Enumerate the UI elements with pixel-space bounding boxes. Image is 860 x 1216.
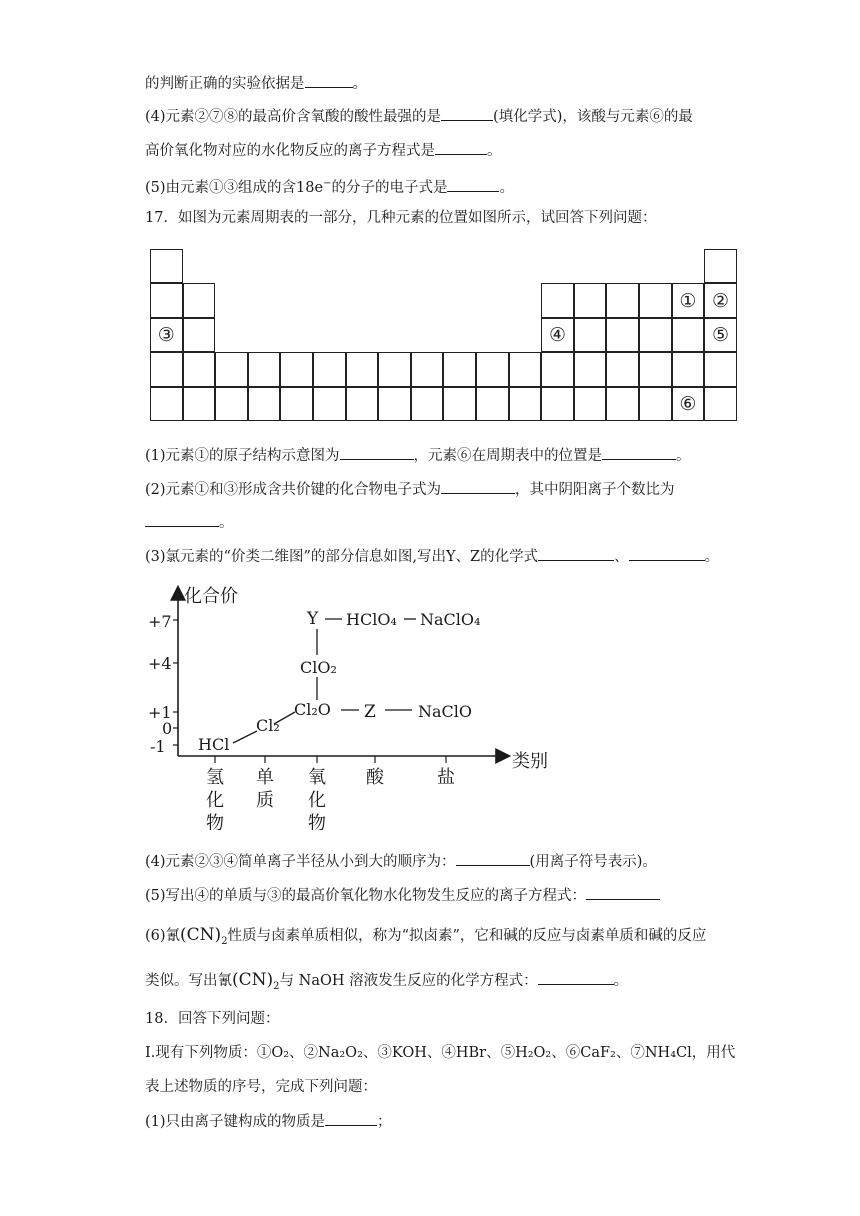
table-cell <box>183 318 216 352</box>
x-category-label: 化 <box>206 790 224 811</box>
text-line-2: (4)元素②⑦⑧的最高价含氧酸的酸性最强的是 (填化学式)，该酸与元素⑥的最 <box>145 106 693 127</box>
answer-blank[interactable] <box>340 445 414 460</box>
table-cell <box>704 249 737 283</box>
answer-blank[interactable] <box>456 851 530 866</box>
table-cell <box>574 318 607 352</box>
x-category-label: 酸 <box>366 767 384 788</box>
table-cell <box>672 352 705 386</box>
species-hcl: HCl <box>198 735 230 754</box>
species-clo2: ClO₂ <box>300 658 337 677</box>
table-cell <box>606 352 639 386</box>
table-cell <box>150 352 183 386</box>
element-cell-c4: ④ <box>541 318 574 352</box>
table-cell <box>443 352 476 386</box>
x-category-label: 氢 <box>206 767 224 788</box>
q17-part-6: (6)氰$(CN)_2$性质与卤素单质相似，称为“拟卤素”，它和碱的反应与卤素单质和碱的反应 <box>145 925 707 947</box>
table-cell <box>476 352 509 386</box>
table-cell <box>411 352 444 386</box>
x-category-label: 物 <box>308 813 326 830</box>
q18-intro: I.现有下列物质：①O₂、②Na₂O₂、③KOH、④HBr、⑤H₂O₂、⑥CaF₂、⑦NH₄Cl，用代 <box>145 1045 736 1061</box>
table-cell <box>704 387 737 421</box>
question-18-heading: 18．回答下列问题： <box>145 1011 280 1027</box>
table-cell <box>574 352 607 386</box>
element-cell-c1: ① <box>672 283 705 317</box>
y-tick-label: +4 <box>148 654 172 673</box>
question-17-heading: 17．如图为元素周期表的一部分，几种元素的位置如图所示，试回答下列问题： <box>145 210 657 226</box>
y-tick-label: +7 <box>148 612 172 631</box>
text-line-3: 高价氧化物对应的水化物反应的离子方程式是 。 <box>145 140 502 161</box>
table-cell <box>150 387 183 421</box>
table-cell <box>346 387 379 421</box>
table-cell <box>183 387 216 421</box>
answer-blank[interactable] <box>435 140 487 155</box>
q17-part-2-continued: 。 <box>145 512 234 533</box>
q17-part-1: (1)元素①的原子结构示意图为 ，元素⑥在周期表中的位置是 。 <box>145 445 691 466</box>
table-cell <box>183 352 216 386</box>
answer-blank[interactable] <box>629 546 705 561</box>
table-cell <box>509 352 542 386</box>
table-cell <box>248 352 281 386</box>
table-cell <box>378 352 411 386</box>
species-naclo: NaClO <box>418 702 473 721</box>
table-cell <box>672 318 705 352</box>
q17-part-5: (5)写出④的单质与③的最高价氧化物水化物发生反应的离子方程式： <box>145 885 660 906</box>
answer-blank[interactable] <box>325 1111 377 1126</box>
table-cell <box>639 283 672 317</box>
q17-part-3: (3)氯元素的“价类二维图”的部分信息如图,写出Y、Z的化学式 、 。 <box>145 546 719 567</box>
table-cell <box>509 387 542 421</box>
chlorine-valence-diagram <box>140 580 560 830</box>
table-cell <box>574 387 607 421</box>
x-category-label: 盐 <box>437 767 455 788</box>
table-cell <box>639 352 672 386</box>
species-y: Y <box>307 609 319 629</box>
element-cell-c2: ② <box>704 283 737 317</box>
answer-blank[interactable] <box>145 512 219 527</box>
q18-part-1: (1)只由离子键构成的物质是 ； <box>145 1111 392 1132</box>
table-cell <box>378 387 411 421</box>
table-cell <box>150 249 183 283</box>
table-cell <box>606 318 639 352</box>
y-tick-label: -1 <box>150 737 166 756</box>
table-cell <box>215 352 248 386</box>
element-cell-c3: ③ <box>150 318 183 352</box>
q17-part-4: (4)元素②③④简单离子半径从小到大的顺序为： (用离子符号表示)。 <box>145 851 657 872</box>
answer-blank[interactable] <box>441 106 493 121</box>
answer-blank[interactable] <box>305 73 353 88</box>
table-cell <box>150 283 183 317</box>
table-cell <box>606 387 639 421</box>
x-category-label: 化 <box>308 790 326 811</box>
x-category-label: 氧 <box>308 767 326 788</box>
species-cl2o: Cl₂O <box>294 700 331 719</box>
y-tick-label: 0 <box>162 719 173 738</box>
y-axis-title: 化合价 <box>184 586 238 607</box>
x-category-label: 物 <box>206 813 224 830</box>
species-hclo4: HClO₄ <box>346 610 397 629</box>
x-axis-title: 类别 <box>512 751 548 772</box>
answer-blank[interactable] <box>441 479 515 494</box>
table-cell <box>443 387 476 421</box>
table-cell <box>704 352 737 386</box>
q17-part-2: (2)元素①和③形成含共价键的化合物电子式为 ，其中阴阳离子个数比为 <box>145 479 675 500</box>
species-naclo4: NaClO₄ <box>420 610 481 629</box>
table-cell <box>476 387 509 421</box>
table-cell <box>280 352 313 386</box>
q18-intro-continued: 表上述物质的序号，完成下列问题： <box>145 1079 377 1095</box>
answer-blank[interactable] <box>447 177 499 192</box>
table-cell <box>639 387 672 421</box>
text-line-1: 的判断正确的实验依据是 。 <box>145 73 367 94</box>
table-cell <box>639 318 672 352</box>
table-cell <box>541 283 574 317</box>
table-cell <box>541 387 574 421</box>
answer-blank[interactable] <box>602 445 676 460</box>
species-cl2: Cl₂ <box>256 716 280 735</box>
table-cell <box>313 352 346 386</box>
x-category-label: 质 <box>256 790 274 811</box>
table-cell <box>313 387 346 421</box>
text-line-4: (5)由元素①③组成的含18e−的分子的电子式是 。 <box>145 178 514 196</box>
table-cell <box>280 387 313 421</box>
table-cell <box>248 387 281 421</box>
y-tick-label: +1 <box>148 703 172 722</box>
table-cell <box>606 283 639 317</box>
answer-blank[interactable] <box>538 970 614 985</box>
table-cell <box>183 283 216 317</box>
table-cell <box>215 387 248 421</box>
table-cell <box>574 283 607 317</box>
table-cell <box>541 352 574 386</box>
answer-blank[interactable] <box>586 885 660 900</box>
element-cell-c6: ⑥ <box>672 387 705 421</box>
species-z: Z <box>364 702 376 722</box>
element-cell-c5: ⑤ <box>704 318 737 352</box>
table-cell <box>346 352 379 386</box>
answer-blank[interactable] <box>538 546 614 561</box>
x-category-label: 单 <box>256 767 274 788</box>
table-cell <box>411 387 444 421</box>
q17-part-6-continued: 类似。写出氰$(CN)_2$与 NaOH 溶液发生反应的化学方程式： 。 <box>145 970 629 992</box>
